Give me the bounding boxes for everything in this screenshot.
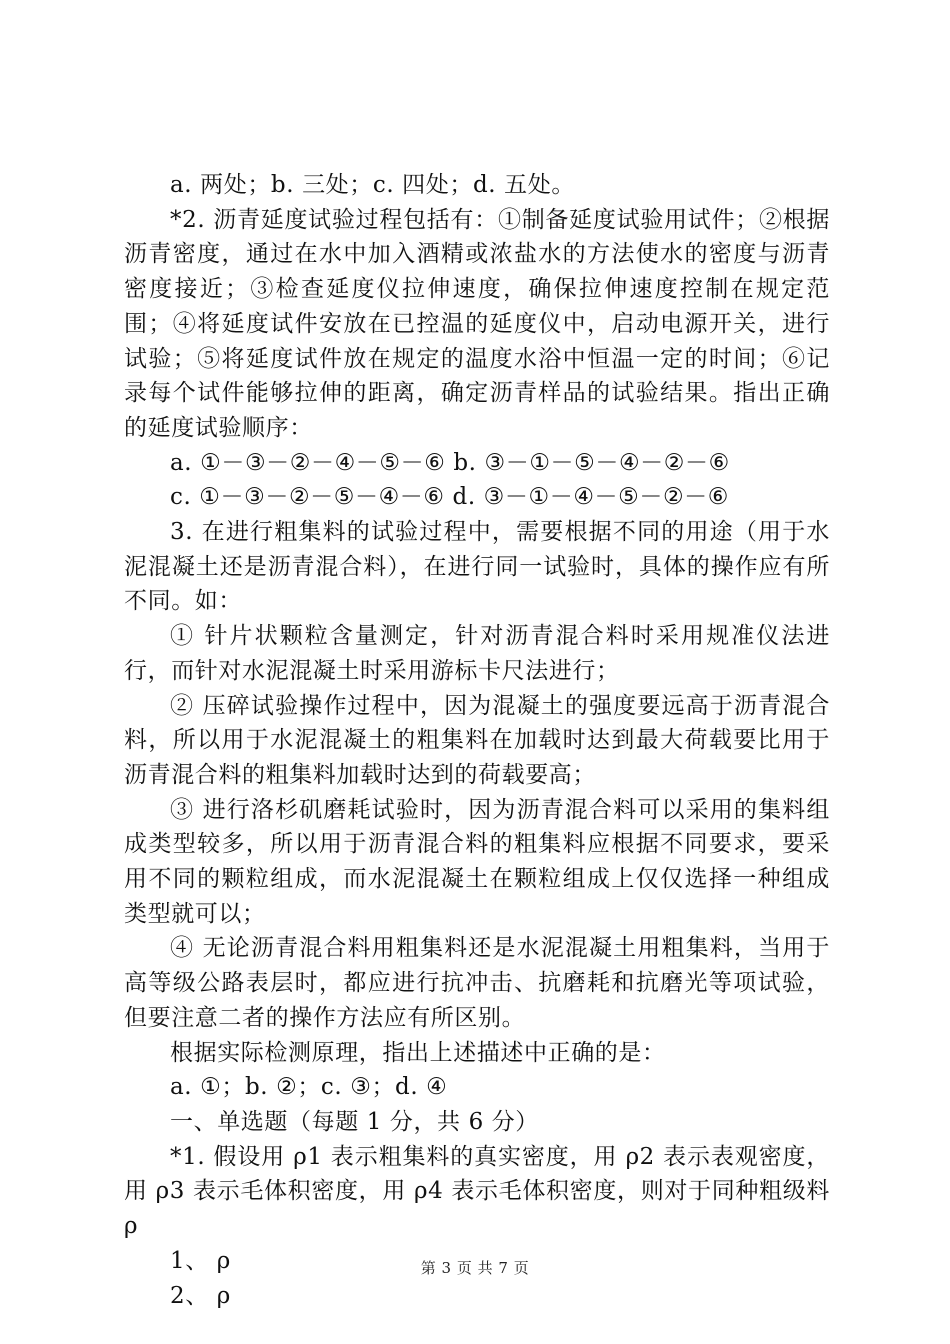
single-choice-q1-item-1: 1、 ρ [170,1247,231,1274]
document-body [124,168,830,1313]
single-choice-q1-stem: *1. 假设用 ρ1 表示粗集料的真实密度，用 ρ2 表示表观密度，用 ρ3 表示毛体积密度，用 ρ4 表示毛体积密度，则对于同种粗级料 ρ [124,1143,830,1240]
q3-statement-4: ④ 无论沥青混合料用粗集料还是水泥混凝土用粗集料，当用于高等级公路表层时，都应进行抗冲击、抗磨耗和抗磨光等项试验，但要注意二者的操作方法应有所区别。 [124,935,830,1031]
page-footer: 第 3 页 共 7 页 [420,1259,530,1277]
single-choice-q1-item-2: 2、 ρ [170,1282,231,1309]
q3-statement-2: ② 压碎试验操作过程中，因为混凝土的强度要远高于沥青混合料，所以用于水泥混凝土的粗集料在加载时达到最大荷载要比用于沥青混合料的粗集料加载时达到的荷载要高； [124,692,830,788]
q3-statement-1: ① 针片状颗粒含量测定，针对沥青混合料时采用规准仪法进行，而针对水泥混凝土时采用游标卡尺法进行； [124,623,830,684]
q3-stem: 3. 在进行粗集料的试验过程中，需要根据不同的用途（用于水泥混凝土还是沥青混合料），在进行同一试验时，具体的操作应有所不同。如： [124,519,830,615]
q3-question: 根据实际检测原理，指出上述描述中正确的是： [170,1039,666,1066]
q2-options-cd: c. ①－③－②－⑤－④－⑥ d. ③－①－④－⑤－②－⑥ [170,484,729,511]
q3-options: a. ①；b. ②；c. ③；d. ④ [170,1074,448,1101]
q2-options-ab: a. ①－③－②－④－⑤－⑥ b. ③－①－⑤－④－②－⑥ [170,449,730,476]
q3-statement-3: ③ 进行洛杉矶磨耗试验时，因为沥青混合料可以采用的集料组成类型较多，所以用于沥青混合料的粗集料应根据不同要求，要采用不同的颗粒组成，而水泥混凝土在颗粒组成上仅仅选择一种组成类型就可以； [124,796,830,927]
section-heading: 一、单选题（每题 1 分，共 6 分） [170,1108,539,1135]
q2-stem: *2. 沥青延度试验过程包括有：①制备延度试验用试件；②根据沥青密度，通过在水中加入酒精或浓盐水的方法使水的密度与沥青密度接近；③检查延度仪拉伸速度，确保拉伸速度控制在规定范围；④将延度试件安放在已控温的延度仪中，启动电源开关，进行试验；⑤将延度试件放在规定的温度水浴中恒温一定的时间；⑥记录每个试件能够拉伸的距离，确定沥青样品的试验结果。指出正确的延度试验顺序： [124,206,830,441]
q1-options: a. 两处；b. 三处；c. 四处；d. 五处。 [170,172,575,198]
